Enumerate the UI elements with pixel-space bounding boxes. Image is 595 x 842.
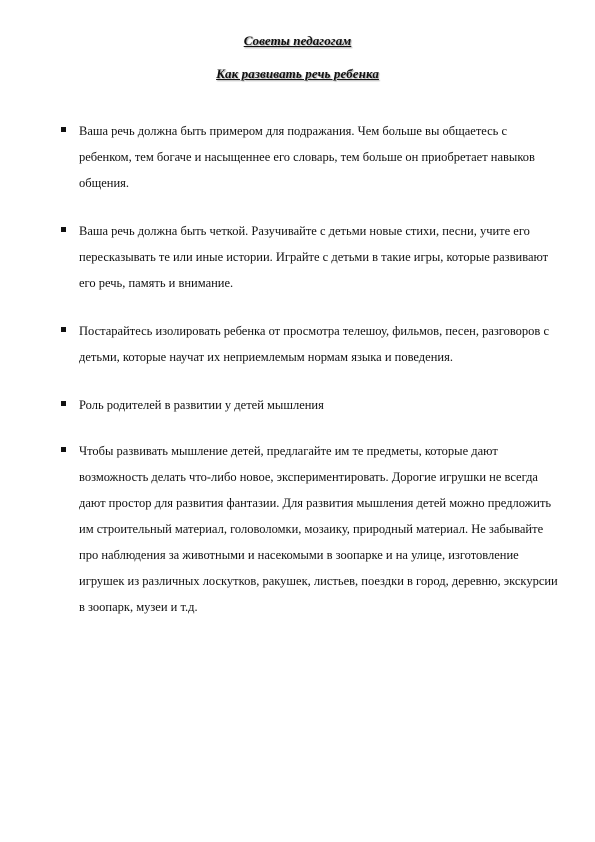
list-item-text: Чтобы развивать мышление детей, предлагайте им те предметы, которые дают возможность делать что-либо новое, экспериментировать. Дорогие игрушки не всегда дают простор для развития фантазии. Для развития мышления детей можно предложить им строительный материал, головоломки, мозаику, природный материал. Не забывайте про наблюдения за животными и насекомыми в зоопарке и на улице, изготовление игрушек из различных лоскутков, ракушек, листьев, поездки в город, деревню, экскурсии в зоопарк, музеи и т.д. xyxy=(79,444,558,614)
list-item xyxy=(61,392,561,418)
bullet-square-icon xyxy=(61,447,66,452)
bullet-square-icon xyxy=(61,127,66,132)
list-item xyxy=(61,218,561,296)
bullet-square-icon xyxy=(61,327,66,332)
page-subtitle: Как развивать речь ребенка xyxy=(216,66,379,81)
bullet-square-icon xyxy=(61,227,66,232)
list-item-text: Ваша речь должна быть четкой. Разучивайте с детьми новые стихи, песни, учите его пересказывать те или иные истории. Играйте с детьми в такие игры, которые развивают его речь, память и внимание. xyxy=(79,224,549,290)
list-item-text: Постарайтесь изолировать ребенка от просмотра телешоу, фильмов, песен, разговоров с детьми, которые научат их неприемлемым нормам языка и поведения. xyxy=(79,324,550,364)
list-item xyxy=(61,438,561,620)
list-item-text: Ваша речь должна быть примером для подражания. Чем больше вы общаетесь с ребенком, тем богаче и насыщеннее его словарь, тем больше он приобретает навыков общения. xyxy=(79,124,535,190)
list-item xyxy=(61,318,561,370)
list-item xyxy=(61,118,561,196)
list-item-text: Роль родителей в развитии у детей мышления xyxy=(79,398,324,412)
bullet-square-icon xyxy=(61,401,66,406)
page-title: Советы педагогам xyxy=(243,33,352,48)
